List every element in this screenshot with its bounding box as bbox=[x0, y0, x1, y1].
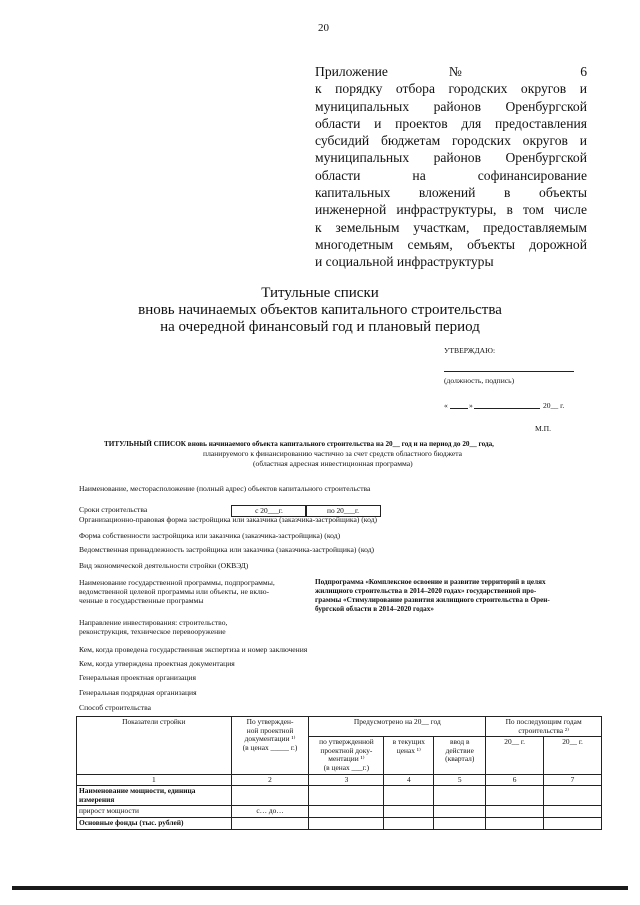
appendix-line: к земельным участкам, предоставляемым bbox=[315, 219, 587, 235]
activity-type-label: Вид экономической деятельности стройки (ОКВЭД) bbox=[79, 561, 249, 570]
appendix-line: области и проектов для предоставления bbox=[315, 115, 587, 131]
table-cell[interactable] bbox=[486, 817, 544, 829]
appendix-line: муниципальных районов Оренбургской bbox=[315, 150, 587, 166]
program-value-line: граммы «Стимулирование развития жилищного строительства в Орен- bbox=[315, 596, 550, 604]
indicators-table bbox=[76, 716, 602, 830]
construction-method-label: Способ строительства bbox=[79, 703, 151, 712]
table-cell[interactable] bbox=[544, 817, 602, 829]
table-cell[interactable] bbox=[309, 817, 384, 829]
table-row bbox=[77, 817, 602, 829]
column-number: 2 bbox=[231, 774, 309, 786]
page-bottom-edge bbox=[12, 886, 628, 890]
program-value-line: бургской области в 2014–2020 годах» bbox=[315, 605, 434, 613]
general-designer-label: Генеральная проектная организация bbox=[79, 673, 196, 682]
appendix-line: многодетным семьям, объекты дорожной bbox=[315, 236, 587, 252]
header-commissioning: ввод в действие (квартал) bbox=[434, 737, 486, 774]
day-blank bbox=[450, 408, 468, 409]
investment-direction-line: Направление инвестирования: строительство, bbox=[79, 618, 228, 627]
table-header-row bbox=[77, 717, 602, 737]
header-following-years: По последующим годам строительства ²⁾ bbox=[486, 717, 602, 737]
table-cell[interactable] bbox=[384, 817, 434, 829]
appendix-line: и социальной инфраструктуры bbox=[315, 254, 494, 270]
appendix-line: субсидий бюджетам городских округов и bbox=[315, 133, 587, 149]
row-label: Наименование мощности, единица измерения bbox=[77, 786, 232, 806]
column-number: 7 bbox=[544, 774, 602, 786]
table-cell[interactable] bbox=[384, 786, 434, 806]
header-planned: Предусмотрено на 20__ год bbox=[309, 717, 486, 737]
table-row bbox=[77, 786, 602, 806]
legal-form-label: Организационно-правовая форма застройщика или заказчика (заказчика-застройщика) (код) bbox=[79, 515, 378, 524]
header-indicators: Показатели стройки bbox=[77, 717, 232, 775]
header-approved-docs: По утвержден- ной проектной документации ¹⁾ (в ценах _____ г.) bbox=[231, 717, 309, 775]
heading-line-2: планируемого к финансированию частично за счет средств областного бюджета bbox=[203, 449, 462, 458]
header-year-a: 20__ г. bbox=[486, 737, 544, 774]
table-cell[interactable] bbox=[544, 786, 602, 806]
ownership-form-label: Форма собственности застройщика или заказчика (заказчика-застройщика) (код) bbox=[79, 531, 341, 540]
appendix-line: области на софинансирование bbox=[315, 167, 587, 183]
program-value-line: Подпрограмма «Комплексное освоение и развитие территорий в целях bbox=[315, 578, 546, 586]
appendix-line: муниципальных районов Оренбургской bbox=[315, 98, 587, 114]
investment-direction-line: реконструкция, техническое перевооружение bbox=[79, 627, 226, 636]
program-label-line: ченные в государственные программы bbox=[79, 596, 204, 605]
column-number-row bbox=[77, 774, 602, 786]
construction-period-label: Сроки строительства bbox=[79, 505, 148, 514]
seal-label: М.П. bbox=[535, 424, 552, 433]
page-number: 20 bbox=[318, 22, 329, 34]
table-cell[interactable] bbox=[231, 817, 309, 829]
appendix-line: к порядку отбора городских округов и bbox=[315, 81, 587, 97]
column-number: 4 bbox=[384, 774, 434, 786]
table-cell[interactable] bbox=[486, 786, 544, 806]
table-cell[interactable] bbox=[434, 817, 486, 829]
heading-line-1: ТИТУЛЬНЫЙ СПИСОК вновь начинаемого объекта капитального строительства на 20__ год и на период до 20__ года, bbox=[104, 440, 494, 448]
date-open-quote: « bbox=[444, 401, 448, 410]
general-contractor-label: Генеральная подрядная организация bbox=[79, 688, 197, 697]
table-cell[interactable] bbox=[384, 806, 434, 818]
table-cell[interactable] bbox=[309, 786, 384, 806]
position-signature-hint: (должность, подпись) bbox=[444, 376, 515, 385]
column-number: 6 bbox=[486, 774, 544, 786]
table-cell[interactable] bbox=[434, 786, 486, 806]
title-line-1: Титульные списки bbox=[261, 285, 379, 301]
table-cell[interactable] bbox=[544, 806, 602, 818]
title-line-2: вновь начинаемых объектов капитального строительства bbox=[138, 302, 502, 318]
program-label-line: ведомственной целевой программы или объекты, не вклю- bbox=[79, 587, 270, 596]
name-location-label: Наименование, месторасположение (полный адрес) объектов капитального строительства bbox=[79, 484, 371, 493]
departmental-label: Ведомственная принадлежность застройщика или заказчика (заказчика-застройщика) (код) bbox=[79, 545, 375, 554]
column-number: 5 bbox=[434, 774, 486, 786]
column-number: 1 bbox=[77, 774, 232, 786]
appendix-line: Приложение № 6 bbox=[315, 64, 587, 79]
header-current-prices: в текущих ценах ¹⁾ bbox=[384, 737, 434, 774]
table-cell[interactable] bbox=[486, 806, 544, 818]
appendix-line: инженерной инфраструктуры, в том числе bbox=[315, 202, 587, 218]
approved-docs-label: Кем, когда утверждена проектная документация bbox=[79, 659, 235, 668]
row-label: Основные фонды (тыс. рублей) bbox=[77, 817, 232, 829]
year-field: 20__ г. bbox=[543, 401, 565, 410]
appendix-line: капитальных вложений в объекты bbox=[315, 185, 587, 201]
signature-line bbox=[444, 371, 574, 372]
column-number: 3 bbox=[309, 774, 384, 786]
period-from-box[interactable]: с 20___г. bbox=[231, 505, 307, 517]
heading-line-3: (областная адресная инвестиционная программа) bbox=[253, 459, 413, 468]
table-cell[interactable] bbox=[309, 806, 384, 818]
month-blank bbox=[474, 408, 540, 409]
program-label-line: Наименование государственной программы, подпрограммы, bbox=[79, 578, 275, 587]
period-to-box[interactable]: по 20___г. bbox=[305, 505, 381, 517]
expertise-label: Кем, когда проведена государственная экспертиза и номер заключения bbox=[79, 645, 308, 654]
appendix-block bbox=[315, 63, 587, 271]
table-row bbox=[77, 806, 602, 818]
table-cell[interactable]: с… до… bbox=[231, 806, 309, 818]
date-close-quote: » bbox=[469, 401, 473, 410]
row-label: прирост мощности bbox=[77, 806, 232, 818]
program-value-line: жилищного строительства в 2014–2020 годах» государственной про- bbox=[315, 587, 537, 595]
header-year-b: 20__ г. bbox=[544, 737, 602, 774]
table-cell[interactable] bbox=[434, 806, 486, 818]
approval-label: УТВЕРЖДАЮ: bbox=[444, 346, 496, 355]
title-line-3: на очередной финансовый год и плановый период bbox=[160, 319, 480, 335]
table-cell[interactable] bbox=[231, 786, 309, 806]
header-per-approved-docs: по утвержденной проектной доку- ментации ¹⁾ (в ценах ___г.) bbox=[309, 737, 384, 774]
